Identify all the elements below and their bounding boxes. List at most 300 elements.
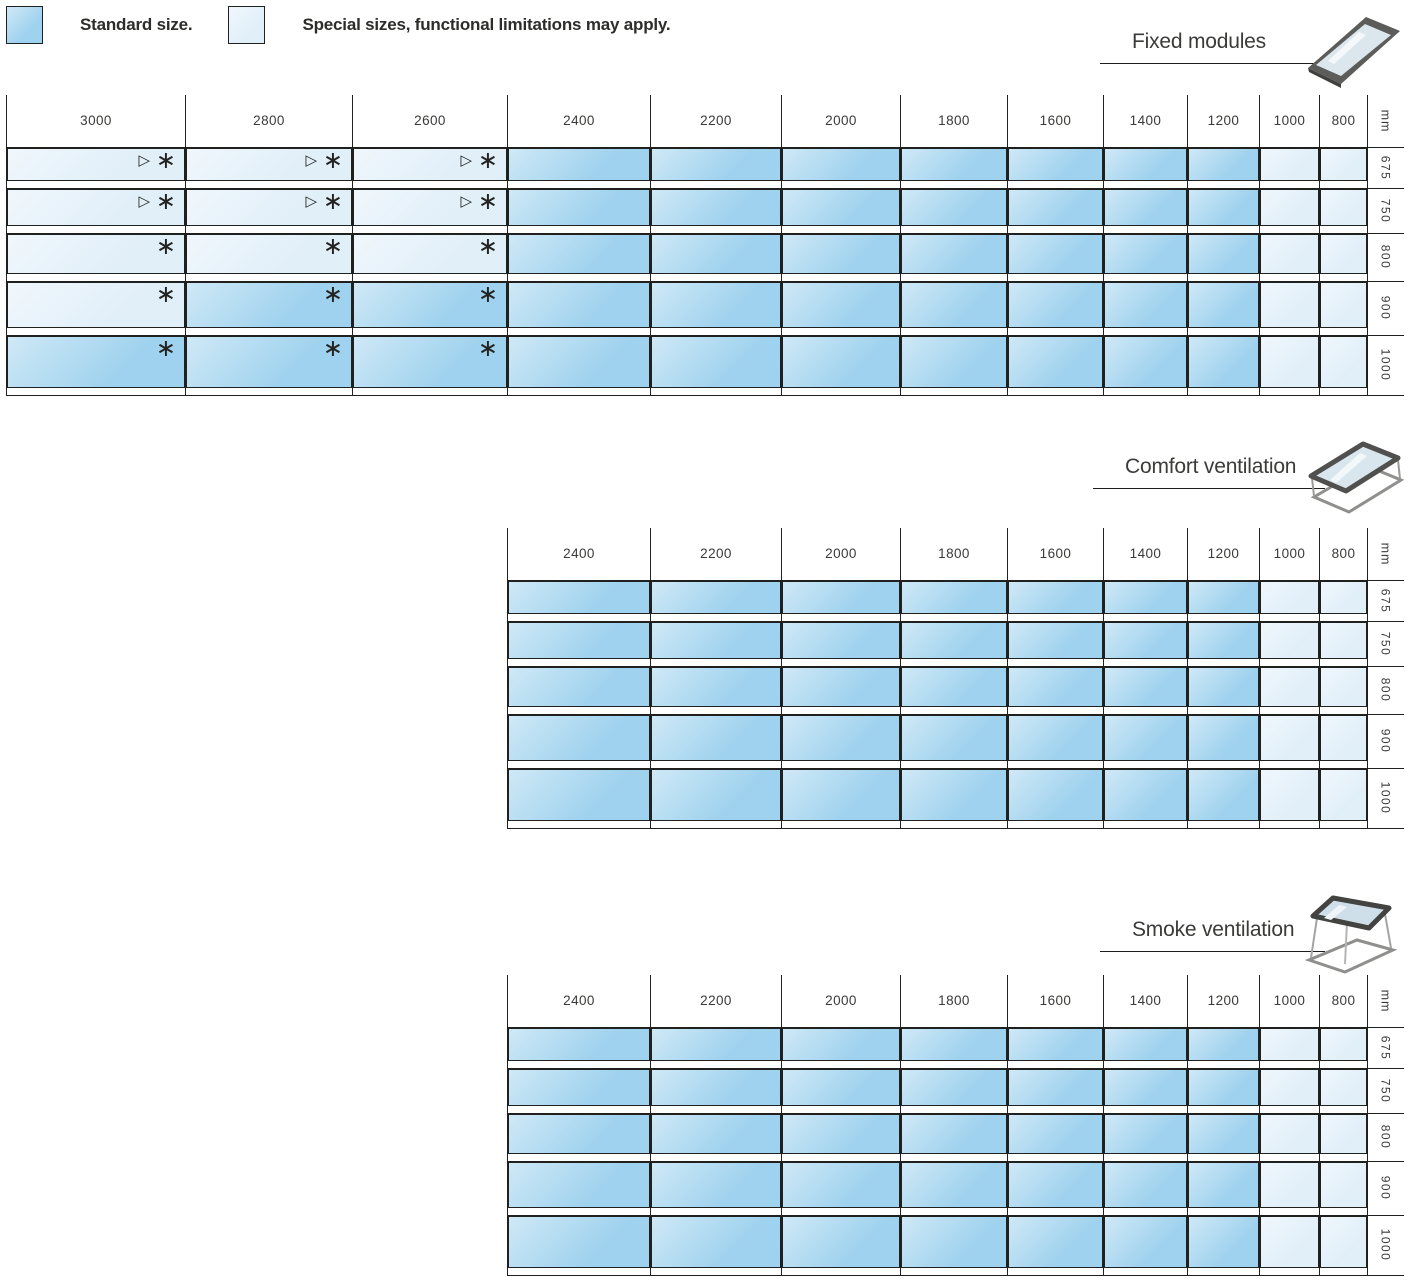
special-size-box bbox=[1320, 581, 1367, 614]
special-size-cell bbox=[1320, 1068, 1368, 1113]
standard-size-box bbox=[1188, 148, 1259, 181]
unit-label: mm bbox=[1378, 989, 1393, 1013]
standard-size-box bbox=[1104, 715, 1187, 761]
row-label: 750 bbox=[1378, 198, 1393, 223]
standard-size-box bbox=[1188, 622, 1259, 659]
standard-size-box bbox=[651, 148, 781, 181]
table-row-800 bbox=[7, 233, 1404, 281]
special-size-label: Special sizes, functional limitations may apply. bbox=[302, 15, 671, 34]
standard-size-box bbox=[651, 622, 781, 659]
row-label: 1000 bbox=[1378, 781, 1393, 815]
standard-size-box bbox=[782, 715, 900, 761]
row-label-cell bbox=[1368, 233, 1404, 281]
standard-size-box bbox=[901, 1162, 1007, 1208]
standard-size-cell bbox=[508, 1161, 651, 1215]
special-size-box bbox=[1320, 189, 1367, 226]
row-label: 800 bbox=[1378, 244, 1393, 270]
standard-size-cell bbox=[1188, 188, 1260, 233]
standard-size-box bbox=[353, 279, 507, 328]
standard-size-box bbox=[508, 622, 650, 659]
standard-size-box bbox=[651, 581, 781, 614]
row-label-cell bbox=[1368, 188, 1404, 233]
standard-size-cell bbox=[901, 666, 1008, 714]
standard-size-cell bbox=[651, 147, 782, 188]
row-label-cell bbox=[1368, 1027, 1404, 1068]
standard-size-box bbox=[782, 148, 900, 181]
row-label: 900 bbox=[1378, 728, 1393, 754]
row-label: 675 bbox=[1378, 588, 1393, 613]
standard-size-cell bbox=[186, 281, 353, 335]
special-size-box bbox=[1320, 622, 1367, 659]
row-label: 675 bbox=[1378, 1035, 1393, 1060]
standard-size-box bbox=[901, 1069, 1007, 1106]
standard-size-cell bbox=[1104, 335, 1188, 395]
standard-size-cell bbox=[901, 1215, 1008, 1275]
standard-size-cell bbox=[901, 335, 1008, 395]
special-size-cell bbox=[1260, 714, 1320, 768]
special-size-cell bbox=[1260, 147, 1320, 188]
standard-size-box bbox=[1188, 769, 1259, 821]
standard-size-box bbox=[508, 336, 650, 388]
standard-size-cell bbox=[1104, 580, 1188, 621]
standard-size-cell bbox=[651, 233, 782, 281]
standard-size-cell bbox=[1188, 714, 1260, 768]
standard-size-cell bbox=[1104, 147, 1188, 188]
standard-size-cell bbox=[1188, 281, 1260, 335]
row-label-cell bbox=[1368, 147, 1404, 188]
standard-size-cell bbox=[1008, 1215, 1104, 1275]
standard-size-box bbox=[1188, 581, 1259, 614]
standard-size-cell bbox=[1188, 1215, 1260, 1275]
special-size-box bbox=[1320, 148, 1367, 181]
standard-size-cell bbox=[782, 666, 901, 714]
standard-size-box bbox=[1104, 622, 1187, 659]
standard-size-cell bbox=[508, 621, 651, 666]
special-size-cell bbox=[7, 147, 186, 188]
standard-size-box bbox=[353, 333, 507, 388]
row-label-cell bbox=[1368, 1068, 1404, 1113]
fixed-module-icon bbox=[1303, 12, 1405, 92]
row-label: 900 bbox=[1378, 295, 1393, 321]
standard-size-cell bbox=[782, 768, 901, 828]
standard-size-box bbox=[1008, 282, 1103, 328]
row-label: 800 bbox=[1378, 1124, 1393, 1150]
standard-size-cell bbox=[508, 147, 651, 188]
comfort-ventilation-table bbox=[507, 528, 1404, 829]
special-size-cell bbox=[1320, 768, 1368, 828]
special-size-box bbox=[1320, 1216, 1367, 1268]
standard-size-box bbox=[901, 622, 1007, 659]
standard-size-box bbox=[1008, 1162, 1103, 1208]
special-size-cell bbox=[1320, 233, 1368, 281]
standard-size-cell bbox=[508, 580, 651, 621]
standard-size-cell bbox=[782, 281, 901, 335]
special-size-cell bbox=[1320, 1027, 1368, 1068]
triangle-symbol: ▷ bbox=[460, 151, 472, 169]
standard-size-cell bbox=[651, 1027, 782, 1068]
standard-size-cell bbox=[1008, 335, 1104, 395]
standard-size-cell bbox=[1008, 714, 1104, 768]
special-size-cell bbox=[1260, 1215, 1320, 1275]
standard-size-box bbox=[1188, 1028, 1259, 1061]
table-row-1000 bbox=[7, 335, 1404, 395]
special-size-box bbox=[186, 186, 352, 226]
standard-size-cell bbox=[1008, 1113, 1104, 1161]
special-size-cell bbox=[1260, 281, 1320, 335]
special-size-cell bbox=[186, 147, 353, 188]
standard-size-box bbox=[782, 769, 900, 821]
table-row-750 bbox=[7, 188, 1404, 233]
standard-size-cell bbox=[1104, 768, 1188, 828]
standard-size-box bbox=[651, 769, 781, 821]
col-header-1200: 1200 bbox=[1188, 95, 1260, 147]
standard-size-box bbox=[901, 715, 1007, 761]
row-label-cell bbox=[1368, 1215, 1404, 1275]
col-header-2600: 2600 bbox=[353, 95, 508, 147]
table-row-900 bbox=[508, 1161, 1404, 1215]
legend-item-special bbox=[228, 6, 670, 44]
row-label-cell bbox=[1368, 1161, 1404, 1215]
special-size-cell bbox=[7, 281, 186, 335]
standard-size-cell bbox=[186, 335, 353, 395]
special-size-cell bbox=[1260, 768, 1320, 828]
special-size-box bbox=[1260, 667, 1319, 707]
triangle-symbol: ▷ bbox=[305, 192, 317, 210]
comfort-ventilation-icon bbox=[1303, 436, 1408, 514]
standard-size-swatch bbox=[6, 6, 43, 44]
standard-size-cell bbox=[901, 1113, 1008, 1161]
special-size-cell bbox=[353, 147, 508, 188]
special-size-cell bbox=[7, 233, 186, 281]
standard-size-cell bbox=[901, 1068, 1008, 1113]
standard-size-cell bbox=[1104, 233, 1188, 281]
special-size-cell bbox=[1320, 188, 1368, 233]
special-size-box bbox=[353, 145, 507, 181]
standard-size-cell bbox=[782, 335, 901, 395]
standard-size-cell bbox=[1008, 768, 1104, 828]
asterisk-symbol: ∗ bbox=[322, 186, 343, 215]
row-label: 1000 bbox=[1378, 348, 1393, 382]
standard-size-box bbox=[1188, 189, 1259, 226]
standard-size-box bbox=[1188, 1216, 1259, 1268]
col-header-1600: 1600 bbox=[1008, 95, 1104, 147]
asterisk-symbol: ∗ bbox=[155, 231, 176, 260]
standard-size-cell bbox=[1188, 335, 1260, 395]
standard-size-cell bbox=[1188, 666, 1260, 714]
standard-size-box bbox=[782, 336, 900, 388]
standard-size-cell bbox=[1008, 233, 1104, 281]
col-header-800: 800 bbox=[1320, 975, 1368, 1027]
special-size-swatch bbox=[228, 6, 265, 44]
standard-size-box bbox=[1008, 1114, 1103, 1154]
standard-size-cell bbox=[901, 281, 1008, 335]
special-size-box bbox=[1320, 1028, 1367, 1061]
standard-size-cell bbox=[508, 1215, 651, 1275]
smoke-ventilation-title: Smoke ventilation bbox=[1100, 918, 1325, 952]
standard-size-box bbox=[1104, 581, 1187, 614]
standard-size-cell bbox=[782, 1113, 901, 1161]
standard-size-box bbox=[782, 1216, 900, 1268]
standard-size-cell bbox=[508, 1113, 651, 1161]
standard-size-cell bbox=[1188, 1113, 1260, 1161]
special-size-box bbox=[1260, 622, 1319, 659]
standard-size-box bbox=[651, 1216, 781, 1268]
triangle-symbol: ▷ bbox=[138, 192, 150, 210]
standard-size-box bbox=[782, 1069, 900, 1106]
standard-size-box bbox=[1104, 234, 1187, 274]
triangle-symbol: ▷ bbox=[460, 192, 472, 210]
standard-size-cell bbox=[508, 768, 651, 828]
col-header-2400: 2400 bbox=[508, 528, 651, 580]
col-header-1400: 1400 bbox=[1104, 95, 1188, 147]
standard-size-cell bbox=[508, 335, 651, 395]
asterisk-symbol: ∗ bbox=[155, 186, 176, 215]
standard-size-cell bbox=[1008, 666, 1104, 714]
triangle-symbol: ▷ bbox=[305, 151, 317, 169]
triangle-symbol: ▷ bbox=[138, 151, 150, 169]
standard-size-cell bbox=[901, 580, 1008, 621]
standard-size-box bbox=[782, 234, 900, 274]
special-size-cell bbox=[1260, 580, 1320, 621]
standard-size-cell bbox=[353, 335, 508, 395]
standard-size-cell bbox=[651, 714, 782, 768]
standard-size-box bbox=[1008, 336, 1103, 388]
standard-size-cell bbox=[651, 1161, 782, 1215]
fixed-modules-table-holder bbox=[6, 95, 1404, 396]
standard-size-box bbox=[1188, 234, 1259, 274]
row-label: 750 bbox=[1378, 631, 1393, 656]
standard-size-cell bbox=[1188, 1161, 1260, 1215]
standard-size-box bbox=[1008, 234, 1103, 274]
standard-size-cell bbox=[1104, 1113, 1188, 1161]
standard-size-cell bbox=[1188, 580, 1260, 621]
special-size-box bbox=[353, 186, 507, 226]
fixed-modules-table bbox=[6, 95, 1404, 396]
special-size-box bbox=[1320, 336, 1367, 388]
standard-size-cell bbox=[651, 1113, 782, 1161]
standard-size-cell bbox=[782, 621, 901, 666]
standard-size-cell bbox=[1104, 1161, 1188, 1215]
standard-size-box bbox=[782, 1028, 900, 1061]
standard-size-cell bbox=[1104, 1215, 1188, 1275]
standard-size-cell bbox=[651, 1068, 782, 1113]
asterisk-symbol: ∗ bbox=[477, 333, 498, 362]
standard-size-box bbox=[508, 769, 650, 821]
col-header-1200: 1200 bbox=[1188, 975, 1260, 1027]
col-header-1200: 1200 bbox=[1188, 528, 1260, 580]
asterisk-symbol: ∗ bbox=[322, 231, 343, 260]
comfort-ventilation-table-holder bbox=[507, 528, 1404, 829]
standard-size-box bbox=[1188, 336, 1259, 388]
col-header-1800: 1800 bbox=[901, 95, 1008, 147]
standard-size-cell bbox=[782, 580, 901, 621]
standard-size-box bbox=[1104, 282, 1187, 328]
special-size-cell bbox=[186, 233, 353, 281]
smoke-ventilation-table bbox=[507, 975, 1404, 1276]
standard-size-cell bbox=[1188, 1068, 1260, 1113]
special-size-box bbox=[7, 231, 185, 274]
col-header-1800: 1800 bbox=[901, 975, 1008, 1027]
standard-size-cell bbox=[1008, 1161, 1104, 1215]
standard-size-cell bbox=[901, 714, 1008, 768]
standard-size-box bbox=[651, 234, 781, 274]
special-size-box bbox=[1260, 581, 1319, 614]
table-row-900 bbox=[7, 281, 1404, 335]
standard-size-box bbox=[508, 148, 650, 181]
standard-size-box bbox=[1188, 1114, 1259, 1154]
standard-size-cell bbox=[901, 147, 1008, 188]
standard-size-box bbox=[508, 1069, 650, 1106]
asterisk-symbol: ∗ bbox=[155, 279, 176, 308]
standard-size-box bbox=[782, 1162, 900, 1208]
special-size-box bbox=[1320, 1162, 1367, 1208]
standard-size-box bbox=[1008, 769, 1103, 821]
standard-size-box bbox=[901, 1028, 1007, 1061]
standard-size-cell bbox=[782, 188, 901, 233]
special-size-cell bbox=[7, 188, 186, 233]
standard-size-box bbox=[1008, 1069, 1103, 1106]
standard-size-box bbox=[1188, 1069, 1259, 1106]
col-header-2200: 2200 bbox=[651, 95, 782, 147]
special-size-box bbox=[7, 145, 185, 181]
special-size-cell bbox=[1320, 580, 1368, 621]
col-header-2400: 2400 bbox=[508, 975, 651, 1027]
standard-size-box bbox=[651, 1028, 781, 1061]
standard-size-box bbox=[1008, 667, 1103, 707]
standard-size-box bbox=[1188, 715, 1259, 761]
special-size-box bbox=[1260, 282, 1319, 328]
col-header-2800: 2800 bbox=[186, 95, 353, 147]
row-label-cell bbox=[1368, 666, 1404, 714]
standard-size-box bbox=[508, 189, 650, 226]
special-size-box bbox=[1260, 189, 1319, 226]
col-header-1600: 1600 bbox=[1008, 528, 1104, 580]
special-size-box bbox=[1260, 769, 1319, 821]
standard-size-cell bbox=[1104, 666, 1188, 714]
asterisk-symbol: ∗ bbox=[322, 145, 343, 174]
standard-size-cell bbox=[1008, 188, 1104, 233]
standard-size-cell bbox=[508, 714, 651, 768]
col-header-1400: 1400 bbox=[1104, 975, 1188, 1027]
standard-size-cell bbox=[1008, 281, 1104, 335]
table-row-750 bbox=[508, 621, 1404, 666]
special-size-cell bbox=[1260, 188, 1320, 233]
col-header-800: 800 bbox=[1320, 95, 1368, 147]
standard-size-box bbox=[901, 1114, 1007, 1154]
standard-size-box bbox=[508, 715, 650, 761]
col-header-2000: 2000 bbox=[782, 95, 901, 147]
table-row-800 bbox=[508, 666, 1404, 714]
asterisk-symbol: ∗ bbox=[477, 186, 498, 215]
special-size-cell bbox=[1260, 1068, 1320, 1113]
standard-size-box bbox=[651, 189, 781, 226]
standard-size-cell bbox=[1188, 768, 1260, 828]
standard-size-box bbox=[651, 1114, 781, 1154]
standard-size-cell bbox=[1104, 714, 1188, 768]
table-row-1000 bbox=[508, 1215, 1404, 1275]
standard-size-box bbox=[901, 282, 1007, 328]
special-size-box bbox=[353, 231, 507, 274]
unit-header bbox=[1368, 528, 1404, 580]
standard-size-box bbox=[782, 189, 900, 226]
standard-size-cell bbox=[1008, 1027, 1104, 1068]
special-size-cell bbox=[1320, 1161, 1368, 1215]
special-size-cell bbox=[1320, 621, 1368, 666]
smoke-ventilation-icon bbox=[1295, 892, 1407, 976]
special-size-box bbox=[1260, 234, 1319, 274]
standard-size-box bbox=[651, 336, 781, 388]
standard-size-box bbox=[508, 1162, 650, 1208]
standard-size-cell bbox=[651, 1215, 782, 1275]
special-size-box bbox=[1260, 1162, 1319, 1208]
row-label-cell bbox=[1368, 621, 1404, 666]
table-row-675 bbox=[508, 1027, 1404, 1068]
standard-size-box bbox=[1104, 189, 1187, 226]
special-size-cell bbox=[353, 233, 508, 281]
col-header-1000: 1000 bbox=[1260, 975, 1320, 1027]
special-size-cell bbox=[1320, 1215, 1368, 1275]
standard-size-box bbox=[1104, 667, 1187, 707]
col-header-1000: 1000 bbox=[1260, 95, 1320, 147]
row-label: 675 bbox=[1378, 155, 1393, 180]
standard-size-cell bbox=[508, 1068, 651, 1113]
standard-size-box bbox=[1104, 1028, 1187, 1061]
standard-size-box bbox=[782, 622, 900, 659]
standard-size-cell bbox=[508, 1027, 651, 1068]
smoke-ventilation-table-holder bbox=[507, 975, 1404, 1276]
special-size-cell bbox=[1260, 666, 1320, 714]
standard-size-cell bbox=[651, 768, 782, 828]
col-header-2200: 2200 bbox=[651, 528, 782, 580]
comfort-ventilation-title: Comfort ventilation bbox=[1093, 455, 1325, 489]
standard-size-box bbox=[1104, 336, 1187, 388]
standard-size-cell bbox=[1008, 580, 1104, 621]
asterisk-symbol: ∗ bbox=[477, 231, 498, 260]
standard-size-box bbox=[782, 581, 900, 614]
legend-item-standard bbox=[6, 6, 192, 44]
standard-size-cell bbox=[7, 335, 186, 395]
standard-size-box bbox=[508, 1114, 650, 1154]
special-size-box bbox=[7, 186, 185, 226]
row-label-cell bbox=[1368, 580, 1404, 621]
special-size-box bbox=[7, 279, 185, 328]
row-label: 750 bbox=[1378, 1078, 1393, 1103]
standard-size-box bbox=[651, 282, 781, 328]
unit-header bbox=[1368, 975, 1404, 1027]
standard-size-box bbox=[651, 667, 781, 707]
standard-size-box bbox=[1008, 189, 1103, 226]
standard-size-box bbox=[651, 1162, 781, 1208]
standard-size-box bbox=[651, 1069, 781, 1106]
table-row-675 bbox=[7, 147, 1404, 188]
asterisk-symbol: ∗ bbox=[477, 279, 498, 308]
special-size-box bbox=[1320, 769, 1367, 821]
standard-size-cell bbox=[508, 233, 651, 281]
standard-size-box bbox=[508, 667, 650, 707]
standard-size-cell bbox=[1104, 1027, 1188, 1068]
fixed-modules-title: Fixed modules bbox=[1100, 30, 1320, 64]
standard-size-box bbox=[1008, 622, 1103, 659]
table-row-800 bbox=[508, 1113, 1404, 1161]
standard-size-box bbox=[508, 581, 650, 614]
standard-size-cell bbox=[782, 233, 901, 281]
standard-size-box bbox=[901, 769, 1007, 821]
standard-size-box bbox=[1188, 282, 1259, 328]
standard-size-box bbox=[1104, 148, 1187, 181]
col-header-800: 800 bbox=[1320, 528, 1368, 580]
special-size-box bbox=[1260, 1216, 1319, 1268]
standard-size-cell bbox=[901, 768, 1008, 828]
